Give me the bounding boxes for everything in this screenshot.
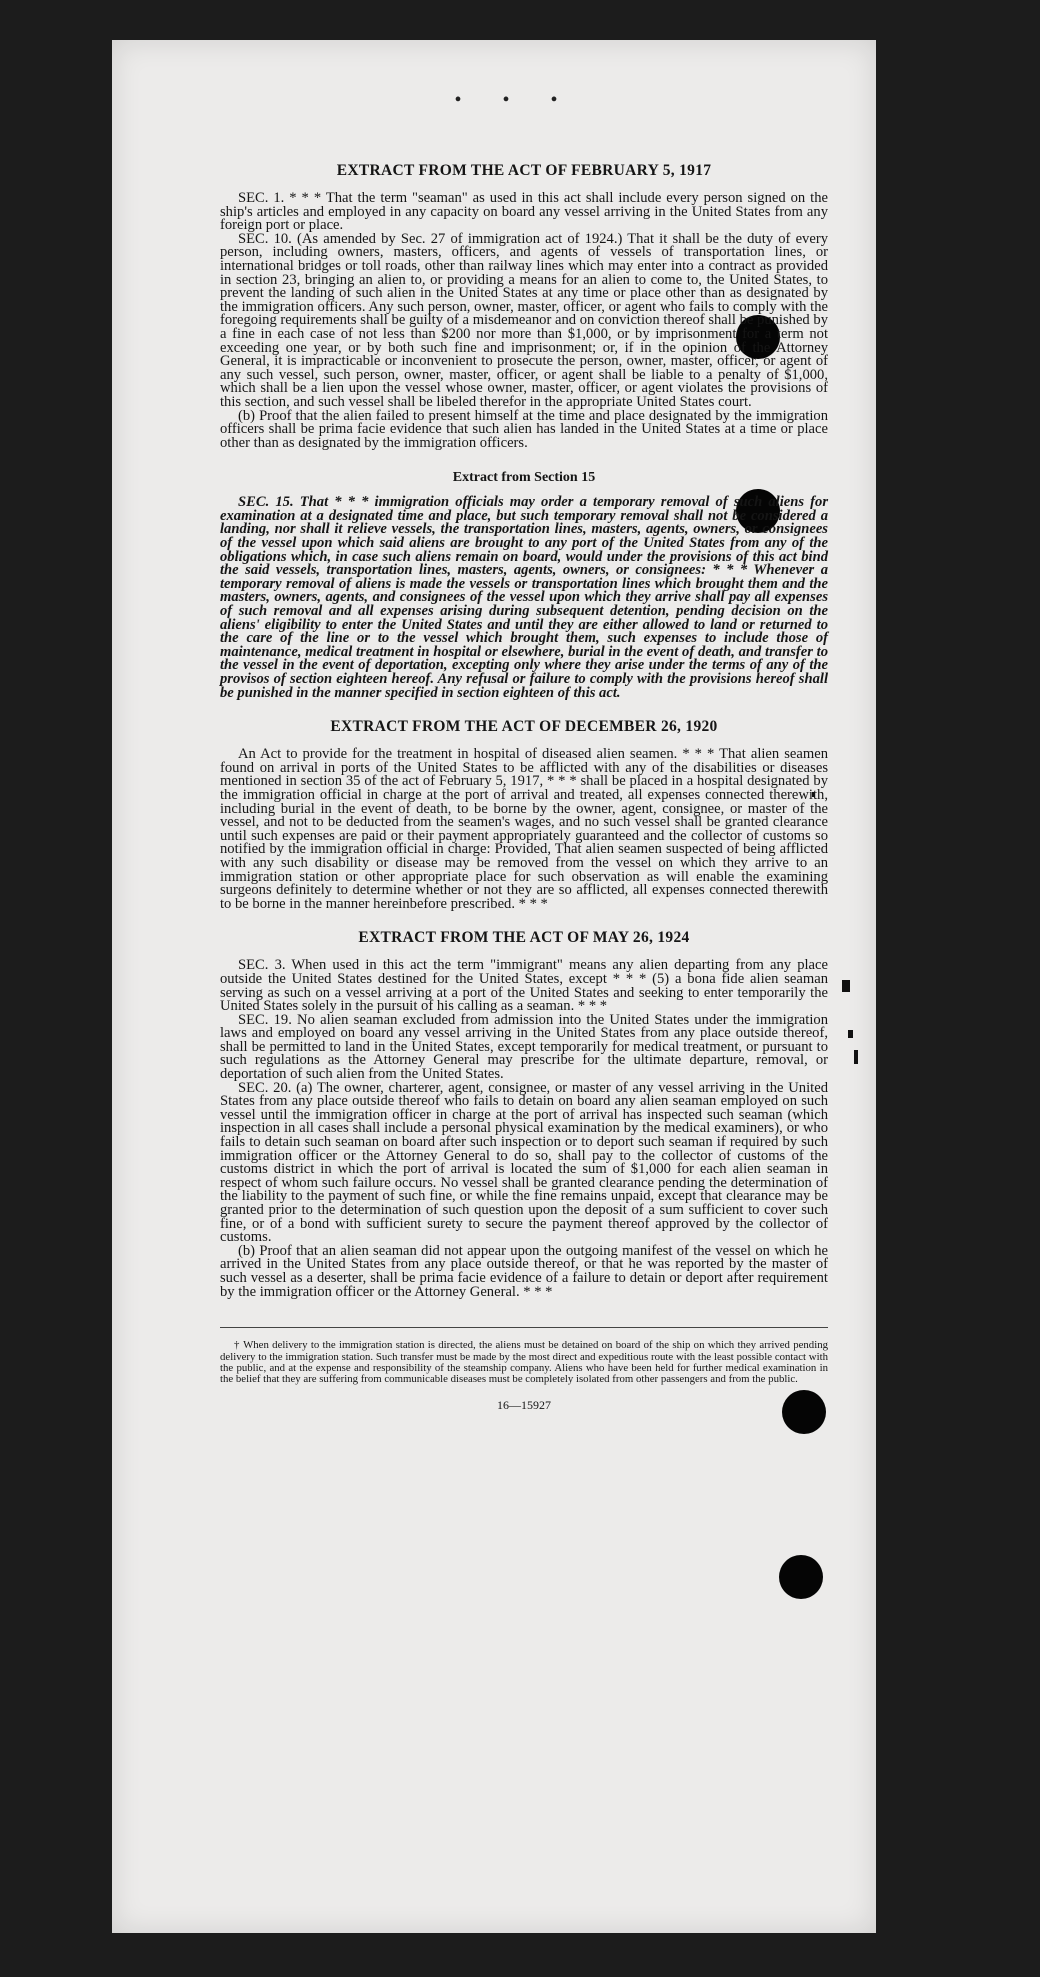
document-body: [220, 80, 828, 1413]
section-heading-1924: EXTRACT FROM THE ACT OF MAY 26, 1924: [358, 929, 690, 947]
section-heading-1920: EXTRACT FROM THE ACT OF DECEMBER 26, 1920: [330, 718, 718, 736]
paragraph-sec-20-a: SEC. 20. (a) The owner, charterer, agent, consignee, or master of any vessel arriving in the United States from any place outside thereof who fails to detain on board any alien seaman employed on such vessel until the immigration officer in charge at the port of arrival has inspected such seaman (which inspection in all cases shall include a personal physical examination by the medical examiners), or who fails to detain such seaman on board after such inspection or to deport such seaman if required by such immigration officer or the Attorney General to do so, shall pay to the collector of customs of the customs district in which the port of arrival is located the sum of $1,000 for each alien seaman in respect of whom such failure occurs. No vessel shall be granted clearance pending the determination of the liability to the payment of such fine, or while the fine remains unpaid, except that clearance may be granted prior to the determination of such question upon the deposit of a sum sufficient to cover such fine, or of a bond with sufficient surety to secure the payment thereof approved by the collector of customs.: [220, 1079, 828, 1246]
paragraph-sec-10: SEC. 10. (As amended by Sec. 27 of immigration act of 1924.) That it shall be the duty of every person, including owners, masters, officers, and agents of vessels of transportation lines, or international bridges or toll roads, other than railway lines which may enter into a contract as provided in section 23, bringing an alien to, or providing a means for an alien to come to, the United States, to prevent the landing of such alien in the United States at any time or place other than as designated by the immigration officers. Any such person, owner, master, officer, or agent who fails to comply with the foregoing requirements shall be guilty of a misdemeanor and on conviction thereof shall be punished by a fine in each case of not less than $200 nor more than $1,000, or by imprisonment for a term not exceeding one year, or by both such fine and imprisonment; or, if in the opinion of the Attorney General, it is impracticable or inconvenient to prosecute the person, owner, master, officer, or agent of any such vessel, such person, owner, master, officer, or agent shall be liable to a penalty of $1,000, which shall be a lien upon the vessel whose owner, master, officer, or agent violates the provisions of this section, and such vessel shall be libeled therefor in the appropriate United States court.: [220, 230, 828, 410]
form-number: 16—15927: [497, 1397, 551, 1412]
top-marks: • • •: [454, 89, 576, 111]
margin-speck: [848, 1030, 853, 1038]
punch-hole: [779, 1555, 823, 1599]
paragraph-sec-3: SEC. 3. When used in this act the term "immigrant" means any alien departing from any place outside the United States destined for the United States, except * * * (5) a bona fide alien seaman serving as such on a vessel arriving at a port of the United States and seeking to enter temporarily the United States solely in the pursuit of his calling as a seaman. * * *: [220, 957, 828, 1015]
document-page: [112, 40, 876, 1933]
paragraph-act-1920: An Act to provide for the treatment in hospital of diseased alien seamen. * * * That alien seamen found on arrival in ports of the United States to be afflicted with any of the disabilities or diseases mentioned in section 35 of the act of February 5, 1917, * * * shall be placed in a hospital designated by the immigration official in charge at the port of arrival and treated, all expenses connected therewith, including burial in the event of death, to be borne by the owner, agent, consignee, or master of the vessel, and not to be deducted from the seamen's wages, and no such vessel shall be granted clearance until such expenses are paid or their payment appropriately guaranteed and the collector of customs so notified by the immigration official in charge: Provided, That alien seamen suspected of being afflicted with any such disability or disease may be removed from the vessel on which they arrive to an immigration station or other appropriate place for such observation as will enable the examining surgeons definitely to determine whether or not they are so afflicted, all expenses connected therewith to be borne in the manner hereinbefore prescribed. * * *: [220, 746, 828, 912]
margin-speck: [854, 1050, 858, 1064]
paragraph-sec-15: SEC. 15. That * * * immigration officials may order a temporary removal of such aliens for examination at a designated time and place, but such temporary removal shall not be considered a landing, nor shall it relieve vessels, the transportation lines, masters, agents, owners, or consignees of the vessel upon which said aliens are brought to any port of the United States from any of the obligations which, in case such aliens remain on board, would under the provisions of this act bind the said vessels, transportation lines, masters, agents, owners, or consignees: * * * Whenever a temporary removal of aliens is made the vessels or transportation lines which brought them and the masters, owners, agents, and consignees of the vessel upon which they arrive shall pay all expenses of such removal and all expenses arising during subsequent detention, pending decision on the aliens' eligibility to enter the United States and until they are either allowed to land or returned to the care of the line or to the vessel which brought them, such expenses to include those of maintenance, medical treatment in hospital or elsewhere, burial in the event of death, and transfer to the vessel in the event of deportation, excepting only where they arise under the terms of any of the provisos of section eighteen hereof. Any refusal or failure to comply with the provisions hereof shall be punished in the manner specified in section eighteen of this act.: [220, 494, 828, 701]
section-heading-1917: EXTRACT FROM THE ACT OF FEBRUARY 5, 1917: [336, 162, 712, 179]
paragraph-sec-10-b: (b) Proof that the alien failed to present himself at the time and place designated by the immigration officers shall be prima facie evidence that such alien has landed in the United States at a time or place other than as designated by the immigration officers.: [220, 407, 828, 451]
paragraph-sec-19: SEC. 19. No alien seaman excluded from admission into the United States under the immigration laws and employed on board any vessel arriving in the United States from any place outside thereof, shall be permitted to land in the United States, except temporarily for medical treatment, or pursuant to such regulations as the Attorney General may prescribe for the ultimate departure, removal, or deportation of such alien from the United States.: [220, 1011, 828, 1083]
footnote: [220, 1327, 828, 1386]
paragraph-sec-1: SEC. 1. * * * That the term "seaman" as used in this act shall include every person signed on the ship's articles and employed in any capacity on board any vessel arriving in the United States from any foreign port or place.: [220, 190, 828, 234]
section-heading-section-15: Extract from Section 15: [452, 470, 596, 486]
margin-speck: [842, 980, 850, 992]
paragraph-sec-20-b: (b) Proof that an alien seaman did not appear upon the outgoing manifest of the vessel on which he arrived in the United States from any place outside thereof, or that he was reported by the master of such vessel as a deserter, shall be prima facie evidence of a failure to detain or deport after requirement by the immigration officer or the Attorney General. * * *: [220, 1242, 828, 1300]
footnote-text: † When delivery to the immigration station is directed, the aliens must be detained on board of the ship on which they arrived pending delivery to the immigration station. Such transfer must be made by the most direct and expeditious route with the least possible contact with the public, and at the expense and responsibility of the steamship company. Aliens who have been held for further medical examination in the belief that they are suffering from communicable diseases must be completely isolated from other passengers and from the public.: [220, 1339, 828, 1386]
